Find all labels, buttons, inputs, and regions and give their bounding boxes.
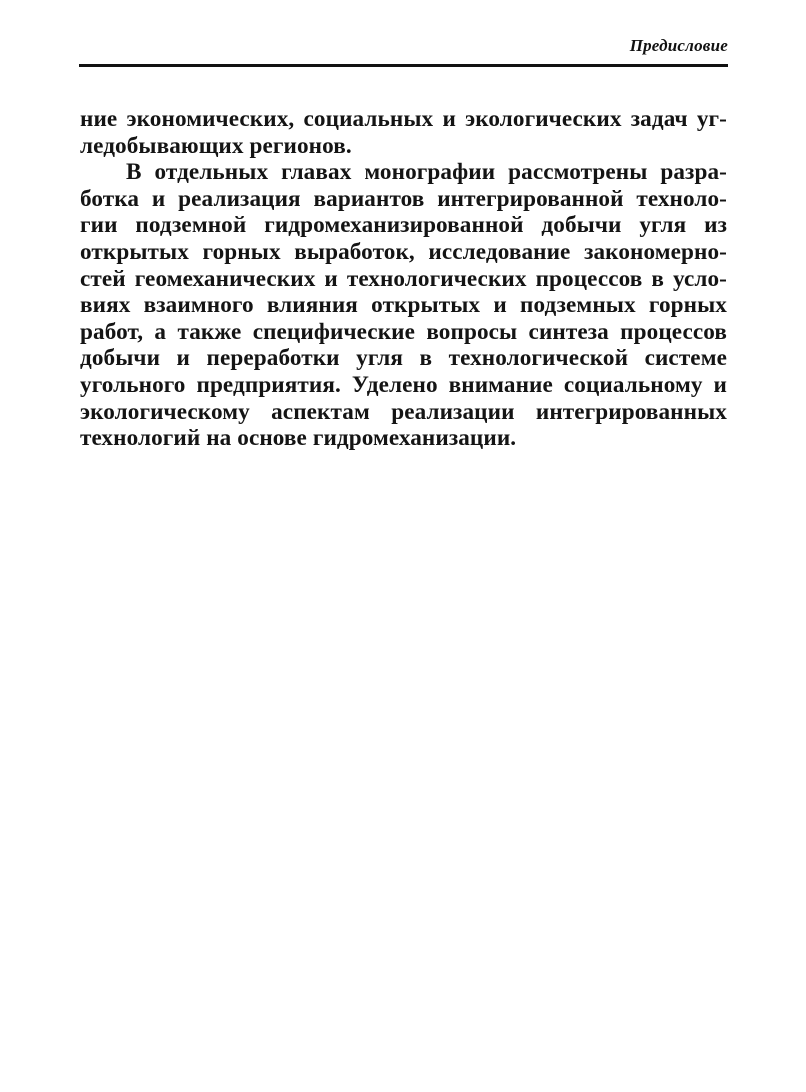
text-line: угольного предприятия. Уделено внимание социальному и (80, 371, 727, 398)
text-line: виях взаимного влияния открытых и подземных горных (80, 292, 727, 319)
text-line: работ, а также специфические вопросы синтеза процессов (80, 318, 727, 345)
paragraph (80, 159, 727, 452)
text-line: ледобывающих регионов. (80, 132, 352, 159)
paragraph (80, 106, 727, 159)
text-line: ние экономических, социальных и экологических задач уг- (80, 106, 727, 132)
text-line: технологий на основе гидромеханизации. (80, 425, 517, 452)
body-text (80, 106, 727, 452)
text-line: В отдельных главах монографии рассмотрены разра- (126, 159, 727, 186)
text-line: ботка и реализация вариантов интегрированной техноло- (80, 185, 727, 212)
text-line: открытых горных выработок, исследование закономерно- (80, 238, 727, 265)
header-rule (79, 64, 728, 67)
text-line: добычи и переработки угля в технологической системе (80, 345, 727, 372)
text-line: стей геомеханических и технологических процессов в усло- (80, 265, 727, 292)
running-header-title: Предисловие (629, 36, 728, 55)
text-line: гии подземной гидромеханизированной добычи угля из (80, 212, 727, 239)
text-line: экологическому аспектам реализации интегрированных (80, 398, 727, 425)
